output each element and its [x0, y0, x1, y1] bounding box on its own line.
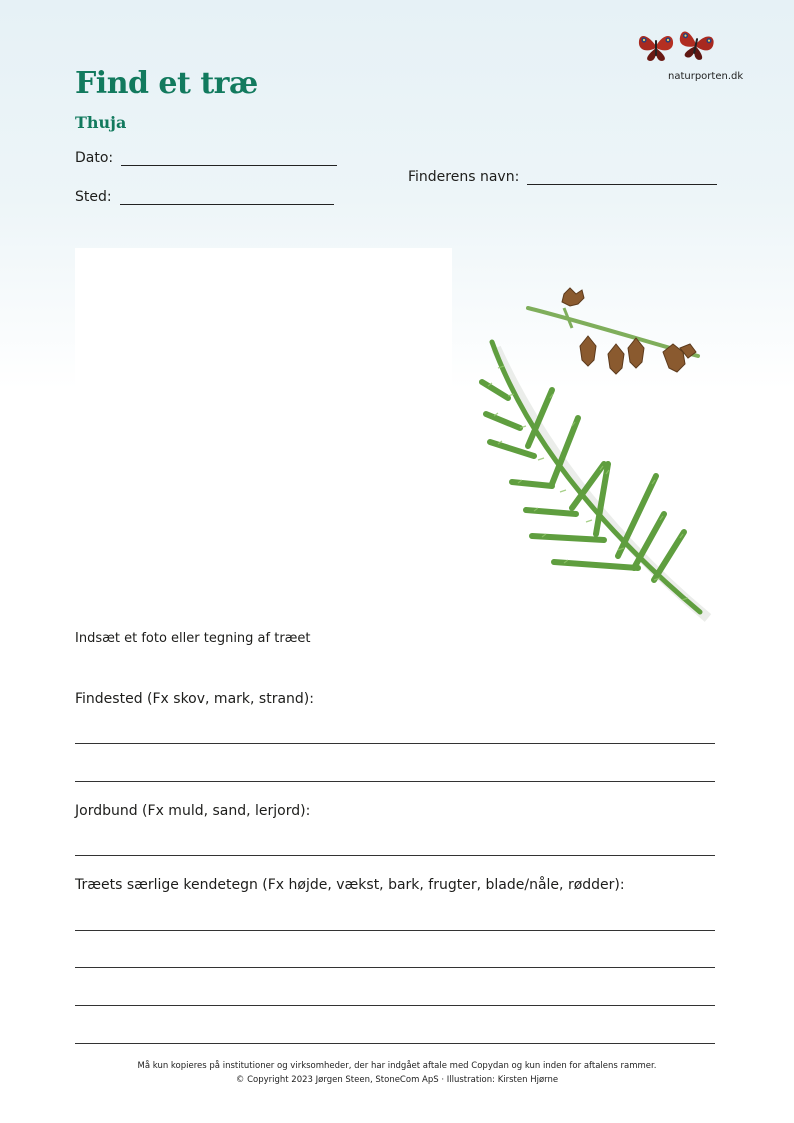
date-label: Dato: — [75, 150, 114, 166]
site-name[interactable]: naturporten.dk — [668, 71, 744, 82]
date-field[interactable] — [75, 150, 337, 166]
finder-name-label: Finderens navn: — [408, 169, 520, 185]
license-notice: Må kun kopieres på institutioner og virksomheder, der har indgået aftale med Copydan og kun inden for aftalens rammer. — [137, 1061, 657, 1071]
photo-placeholder[interactable] — [75, 248, 452, 620]
photo-caption: Indsæt et foto eller tegning af træet — [75, 631, 311, 646]
page-title: Find et træ — [75, 66, 258, 101]
features-label: Træets særlige kendetegn (Fx højde, vækst, bark, frugter, blade/nåle, rødder): — [75, 877, 625, 893]
soil-label: Jordbund (Fx muld, sand, lerjord): — [75, 803, 311, 819]
features-line-4[interactable] — [75, 1043, 715, 1044]
finder-name-line[interactable] — [527, 171, 717, 185]
butterfly-icon — [636, 26, 718, 64]
page-subtitle: Thuja — [75, 113, 127, 132]
location-line-2[interactable] — [75, 781, 715, 782]
soil-line-1[interactable] — [75, 855, 715, 856]
place-field[interactable] — [75, 189, 334, 205]
date-line[interactable] — [121, 152, 337, 166]
features-line-2[interactable] — [75, 967, 715, 968]
copyright-notice: © Copyright 2023 Jørgen Steen, StoneCom ApS · Illustration: Kirsten Hjørne — [235, 1075, 559, 1085]
features-line-3[interactable] — [75, 1005, 715, 1006]
place-label: Sted: — [75, 189, 112, 205]
location-line-1[interactable] — [75, 743, 715, 744]
features-line-1[interactable] — [75, 930, 715, 931]
finder-name-field[interactable] — [408, 169, 717, 185]
thuja-branch-illustration — [468, 278, 722, 630]
place-line[interactable] — [120, 191, 334, 205]
location-label: Findested (Fx skov, mark, strand): — [75, 691, 314, 707]
